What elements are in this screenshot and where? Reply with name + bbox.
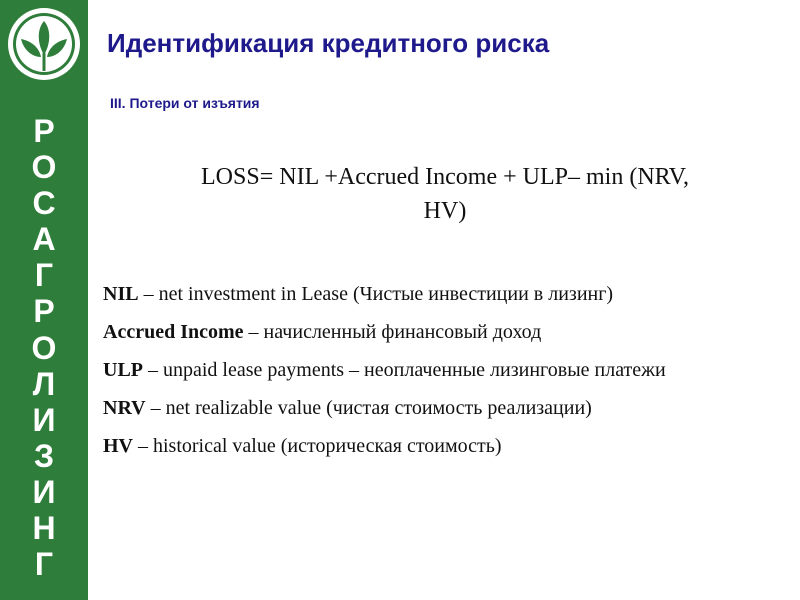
brand-letter: З [33, 437, 55, 474]
slide-subtitle: III. Потери от изъятия [110, 95, 260, 111]
definition-term: NIL [103, 283, 139, 305]
brand-letter: Р [33, 293, 55, 330]
definition-hv [103, 432, 763, 460]
brand-letter: А [32, 221, 56, 258]
brand-letter: Г [34, 546, 54, 583]
definition-ulp [103, 356, 763, 384]
definition-nil [103, 280, 763, 308]
definition-text: – net realizable value (чистая стоимость реализации) [145, 397, 592, 419]
definition-term: NRV [103, 397, 146, 419]
definition-text: – net investment in Lease (Чистые инвестиции в лизинг) [138, 283, 614, 305]
definition-accrued-income [103, 318, 763, 346]
loss-formula [130, 160, 760, 228]
definition-text: – unpaid lease payments – неоплаченные лизинговые платежи [143, 359, 666, 381]
formula-line: LOSS= NIL +Accrued Income + ULP– min (NRV, [201, 164, 689, 190]
brand-letter: О [31, 149, 57, 186]
brand-sidebar [0, 0, 88, 600]
brand-letter: Р [33, 113, 55, 149]
brand-letter: О [31, 329, 57, 366]
definition-text: – начисленный финансовый доход [243, 321, 542, 343]
leaf-emblem-icon [5, 5, 83, 83]
definition-nrv [103, 394, 763, 422]
definition-term: HV [103, 435, 133, 457]
brand-letter: И [32, 473, 56, 510]
brand-letter: И [32, 401, 56, 438]
brand-letter: Н [32, 510, 56, 547]
definition-term: Accrued Income [103, 321, 244, 343]
definition-term: ULP [103, 359, 143, 381]
brand-vertical-word [0, 113, 88, 582]
brand-letter: Г [34, 257, 54, 294]
definition-text: – historical value (историческая стоимость) [133, 435, 502, 457]
definitions-list [103, 280, 763, 470]
brand-letter: С [32, 185, 56, 222]
formula-line: HV) [423, 198, 467, 224]
slide-title: Идентификация кредитного риска [107, 28, 550, 58]
brand-letter: Л [32, 365, 56, 402]
